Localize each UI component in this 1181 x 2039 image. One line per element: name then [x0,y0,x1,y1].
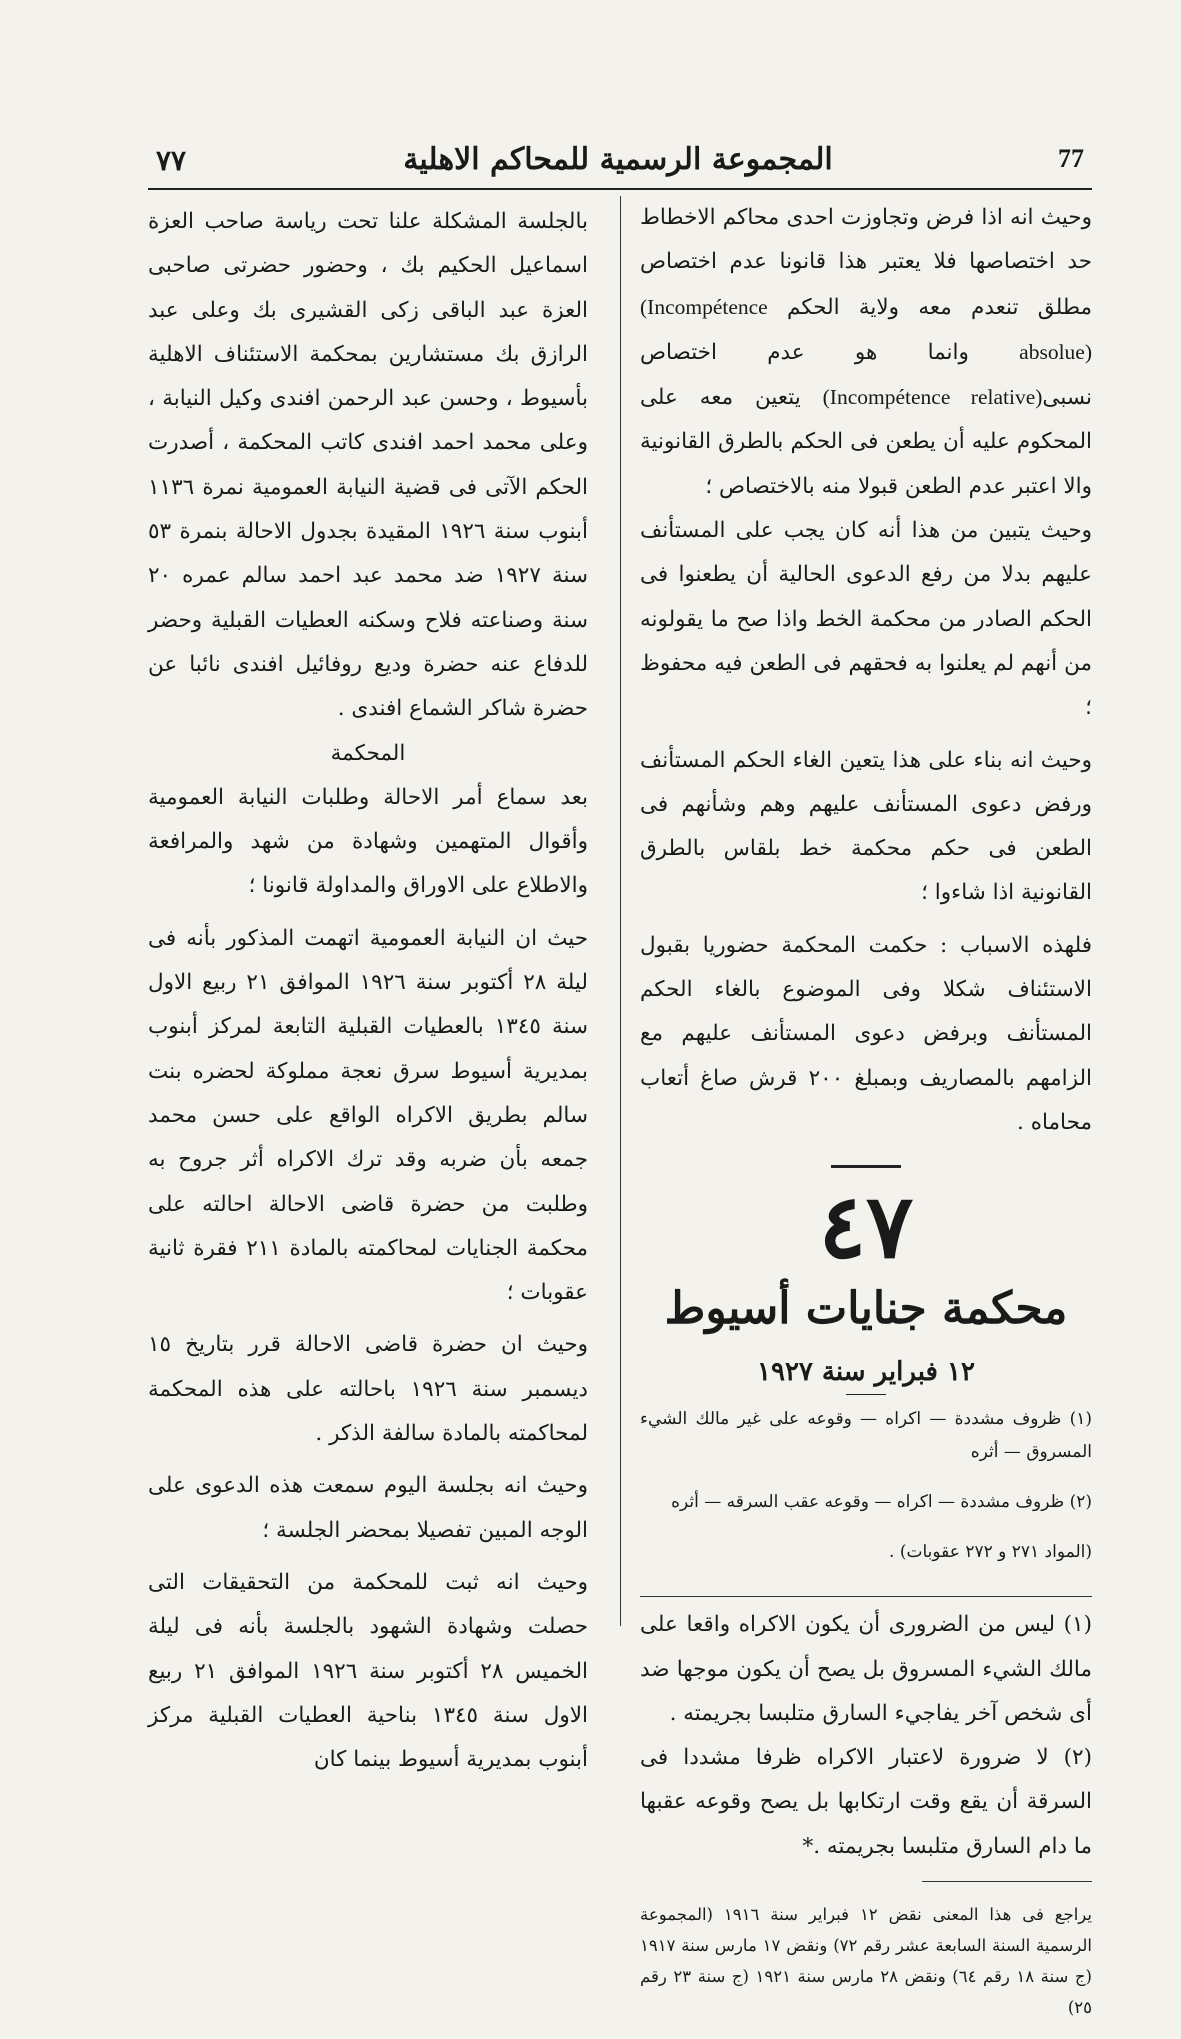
header-rule [148,188,1092,190]
latin-term-absolute: (Incompétence absolue) [640,294,1092,364]
case-number: ٤٧ [818,1174,914,1279]
summary-3: (المواد ٢٧١ و ٢٧٢ عقوبات) . [889,1542,1092,1563]
section-heading: المحكمة [330,740,406,766]
date-rule [846,1394,886,1395]
right-p1-text-a: وحيث انه اذا فرض وتجاوزت احدى محاكم الاخطاط حد اختصاصها فلا يعتبر هذا قانونا عدم اختصاص مطلق [640,205,1092,320]
left-paragraph-4: وحيث ان حضرة قاضى الاحالة قرر بتاريخ ١٥ ديسمبر سنة ١٩٢٦ باحالته على هذه المحكمة لمحاكمته بالمادة سالفة الذكر . [148,1332,589,1447]
left-column [148,200,588,1782]
left-paragraph-2: بعد سماع أمر الاحالة وطلبات النيابة العمومية وأقوال المتهمين وشهادة من شهد والمرافعة والاطلاع على الاوراق والمداولة قانونا ؛ [148,784,588,899]
footnote: يراجع فى هذا المعنى نقض ١٢ فبراير سنة ١٩١٦ (المجموعة الرسمية السنة السابعة عشر رقم ٧٢) ونقض ١٧ مارس سنة ١٩١٧ (ج سنة ١٨ رقم ٦٤) ونقض ٢٨ مارس سنة ١٩٢١ (ج سنة ٢٣ رقم ٢٥) [640,1904,1092,2017]
summary-rule [640,1596,1092,1597]
left-paragraph-6: وحيث انه ثبت للمحكمة من التحقيقات التى حصلت وشهادة الشهود بالجلسة بأنه فى ليلة الخميس ٢٨ أكتوبر سنة ١٩٢٦ الموافق ٢١ ربيع الاول سنة ١٣٤٥ بناحية العطيات القبلية مركز أبنوب بمديرية أسيوط بينما كان [148,1569,589,1773]
right-p1-text-b: تنعدم معه ولاية الحكم [787,294,1019,320]
latin-term-relative: (Incompétence relative) [822,385,1043,410]
left-paragraph-3: حيث ان النيابة العمومية اتهمت المذكور بأنه فى ليلة ٢٨ أكتوبر سنة ١٩٢٦ الموافق ٢١ ربيع الاول سنة ١٣٤٥ بالعطيات القبلية التابعة لمركز أبنوب بمديرية أسيوط سرق نعجة مملوكة لحضره بنت سالم بطريق الاكراه الواقع على حسن محمد جمعه بأن ضربه وقد ترك الاكراه أثر جروح به وطلبت من حضرة قاضى الاحالة احالته على محكمة الجنايات لمحاكمته بالمادة ٢١١ فقرة ثانية عقوبات ؛ [148,925,589,1306]
column-divider [620,196,621,1626]
judgment-date: ١٢ فبراير سنة ١٩٢٧ [757,1357,975,1388]
right-paragraph-4: فلهذه الاسباب : حكمت المحكمة حضوريا بقبول الاستئناف شكلا وفى الموضوع بالغاء الحكم المستأنف وبرفض دعوى المستأنف عليهم مع الزامهم بالمصاريف وبمبلغ ٢٠٠ قرش صاغ أتعاب محاماه . [640,932,1092,1135]
legal-principle-1: (١) ليس من الضرورى أن يكون الاكراه واقعا على مالك الشيء المسروق بل يصح أن يكون موجها ضد أى شخص آخر يفاجيء السارق متلبسا بجريمته . [640,1612,1092,1726]
page-number-arabic: ٧٧ [156,144,187,177]
summary-2: (٢) ظروف مشددة — اكراه — وقوعه عقب السرقه — أثره [671,1492,1092,1513]
left-paragraph-5: وحيث انه بجلسة اليوم سمعت هذه الدعوى على الوجه المبين تفصيلا بمحضر الجلسة ؛ [148,1473,588,1543]
right-p1-text-c: وانما هو عدم اختصاص نسبى [640,339,1092,411]
summary-1: (١) ظروف مشددة — اكراه — وقوعه على غير مالك الشيء المسروق — أثره [640,1409,1092,1463]
footnote-rule [922,1881,1092,1882]
page-number-latin: 77 [1058,144,1084,173]
page-header [148,140,1088,182]
right-p1-text-d: يتعين معه على المحكوم عليه أن يطعن فى الحكم بالطرق القانونية والا اعتبر عدم الطعن قبولا منه بالاختصاص ؛ [640,385,1092,499]
running-title: المجموعة الرسمية للمحاكم الاهلية [403,142,833,177]
right-paragraph-3: وحيث انه بناء على هذا يتعين الغاء الحكم المستأنف ورفض دعوى المستأنف عليهم وهم وشأنهم فى الطعن فى حكم محكمة خط بلقاس بالطرق القانونية اذا شاءوا ؛ [640,747,1092,906]
case-separator-rule [831,1165,901,1168]
legal-principle-2: (٢) لا ضرورة لاعتبار الاكراه ظرفا مشددا فى السرقة أن يقع وقت ارتكابها بل يصح وقوعه عقبها ما دام السارق متلبسا بجريمته .* [640,1745,1092,1859]
right-paragraph-1 [640,196,1092,509]
court-name: محكمة جنايات أسيوط [664,1283,1068,1335]
right-column [640,196,1092,2039]
session-paragraph: بالجلسة المشكلة علنا تحت رياسة صاحب العزة اسماعيل الحكيم بك ، وحضور حضرتى صاحبى العزة عبد الباقى زكى القشيرى بك وعلى عبد الرازق بك مستشارين بمحكمة الاستئناف الاهلية بأسيوط ، وحسن عبد الرحمن افندى وكيل النيابة ، وعلى محمد احمد افندى كاتب المحكمة ، أصدرت الحكم الآتى فى قضية النيابة العمومية نمرة ١١٣٦ أبنوب سنة ١٩٢٦ المقيدة بجدول الاحالة بنمرة ٥٣ سنة ١٩٢٧ ضد محمد عبد احمد سالم عمره ٢٠ سنة وصناعته فلاح وسكنه العطيات القبلية وحضر للدفاع عنه حضرة وديع روفائيل افندى نائبا عن حضرة شاكر الشماع افندى . [148,209,589,722]
right-paragraph-2: وحيث يتبين من هذا أنه كان يجب على المستأنف عليهم بدلا من رفع الدعوى الحالية أن يطعنوا فى الحكم الصادر من محكمة الخط واذا صح ما يقولونه من أنهم لم يعلنوا به فحقهم فى الطعن فيه محفوظ ؛ [640,518,1092,721]
